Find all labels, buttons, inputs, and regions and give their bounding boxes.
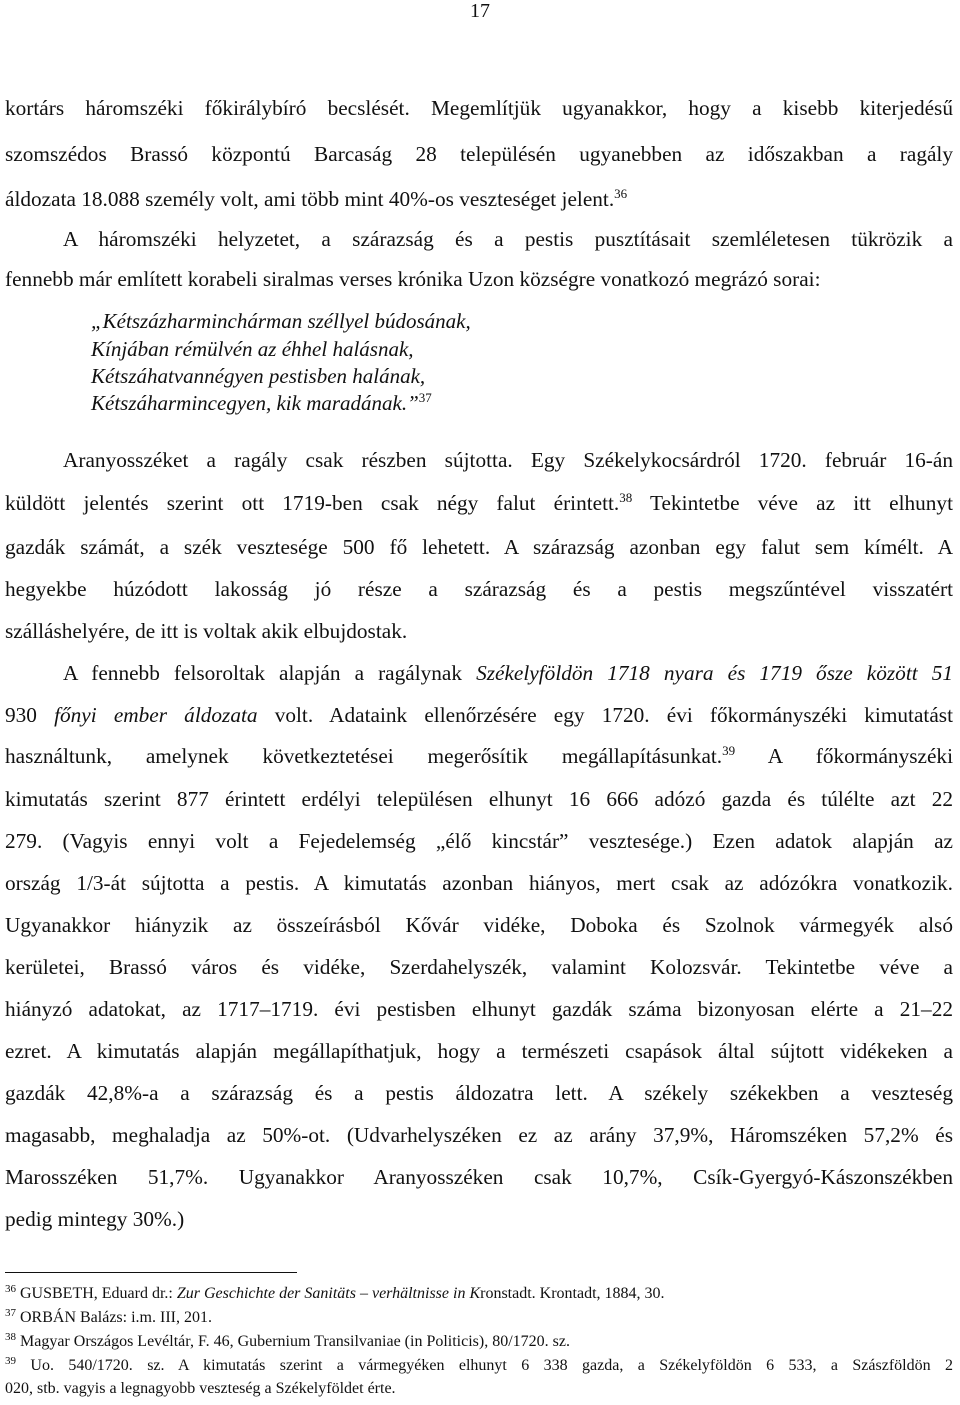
para2-line2: fennebb már említett korabeli siralmas verses krónika Uzon községre vonatkozó megrázó sorai: [5,267,821,291]
footnote-37 [5,1308,953,1327]
footnote-39-text: Uo. 540/1720. sz. A kimutatás szerint a vármegyéken elhunyt 6 338 gazda, a Székelyföldön 6 533, a Szászföldön 2 [30,1357,953,1374]
para4-line3-text: használtunk, amelynek következtetései megerősítik megállapításunkat. [5,744,723,768]
para4-line2-plain2: volt. Adataink ellenőrzésére egy 1720. évi főkormányszéki kimutatást [257,703,953,727]
para3-line2-after: Tekintetbe véve az itt elhunyt [632,491,953,515]
footnote-36-tail: ronstadt. Krontadt, 1884, 30. [480,1285,665,1302]
footnote-39-continued: 020, stb. vagyis a legnagyobb veszteség a Székelyföldet érte. [5,1380,396,1397]
poem-line3: Kétszáhatvannégyen pestisben halának, [91,364,426,388]
para1-line2: szomszédos Brassó központú Barcaság 28 településén ugyanebben az időszakban a ragály [5,142,953,166]
poem-line1: „Kétszázharminchárman széllyel búdosának, [91,309,471,333]
footnote-36-title2: verhältnisse in K [371,1285,481,1302]
footnote-36 [5,1284,953,1303]
footnote-36-number: 36 [5,1283,16,1295]
footnote-divider [5,1272,297,1273]
footnote-38-text: Magyar Országos Levéltár, F. 46, Gubernium Transilvaniae (in Politicis), 80/1720. sz. [20,1333,570,1350]
footnote-36-author: GUSBETH, Eduard dr.: [20,1285,177,1302]
footnote-36-dash: – [355,1285,372,1302]
para1-line3 [5,186,953,212]
para3-line2-text: küldött jelentés szerint ott 1719-ben csak négy falut érintett. [5,491,620,515]
footnote-36-title1: Zur Geschichte der Sanitäts [176,1285,356,1302]
footnote-ref-36: 36 [614,186,628,201]
para4-line6: ország 1/3-át sújtotta a pestis. A kimutatás azonban hiányos, mert csak az adózókra vonatkozik. [5,871,953,895]
para3-line3: gazdák számát, a szék vesztesége 500 fő lehetett. A szárazság azonban egy falut sem kímélt. A [5,535,953,559]
poem-line2: Kínjában rémülvén az éhhel halásnak, [91,337,414,361]
para4-line10: ezret. A kimutatás alapján megállapíthatjuk, hogy a természeti csapások által sújtott vidékeken a [5,1039,953,1063]
para3-line2 [5,490,953,516]
para4-line9: hiányzó adatokat, az 1717–1719. évi pestisben elhunyt gazdák száma bizonyosan elérte a 21–22 [5,997,953,1021]
para4-line2-italic: főnyi ember áldozata [54,703,258,727]
para4-line3-after: A főkormányszéki [735,744,953,768]
footnote-37-number: 37 [5,1307,16,1319]
footnote-ref-39: 39 [722,743,736,758]
para4-line7: Ugyanakkor hiányzik az összeírásból Kővár vidéke, Doboka és Szolnok vármegyék alsó [5,913,953,937]
footnote-39 [5,1356,953,1375]
footnote-38 [5,1332,953,1351]
para4-line1-plain: A fennebb felsoroltak alapján a ragálynak [63,661,477,685]
para4-line13: Marosszéken 51,7%. Ugyanakkor Aranyosszéken csak 10,7%, Csík-Gyergyó-Kászonszékben [5,1165,953,1189]
para3-line5: szálláshelyére, de itt is voltak akik elbujdostak. [5,619,408,643]
para4-line11: gazdák 42,8%-a a szárazság és a pestis áldozatra lett. A székely székekben a veszteség [5,1081,953,1105]
para4-line3 [5,743,953,769]
para4-line1-italic: Székelyföldön 1718 nyara és 1719 ősze között 51 [476,661,954,685]
para3-line1: Aranyosszéket a ragály csak részben sújtotta. Egy Székelykocsárdról 1720. február 16-án [63,448,953,472]
footnote-38-number: 38 [5,1331,16,1343]
poem-line4-text: Kétszáharmincegyen, kik maradának.” [91,391,419,415]
footnote-39-number: 39 [5,1355,16,1367]
para4-line5: 279. (Vagyis ennyi volt a Fejedelemség „élő kincstár” vesztesége.) Ezen adatok alapján az [5,829,953,853]
para4-line8: kerületei, Brassó város és vidéke, Szerdahelyszék, valamint Kolozsvár. Tekintetbe véve a [5,955,953,979]
para4-line14: pedig mintegy 30%.) [5,1207,185,1231]
footnote-ref-38: 38 [619,490,633,505]
para4-line4: kimutatás szerint 877 érintett erdélyi településen elhunyt 16 666 adózó gazda és túlélte azt 22 [5,787,953,811]
poem-line4 [91,391,432,415]
para1-line3-text: áldozata 18.088 személy volt, ami több mint 40%-os veszteséget jelent. [5,187,615,211]
para4-line2-plain1: 930 [5,703,55,727]
para4-line1 [63,660,953,686]
para3-line4: hegyekbe húzódott lakosság jó része a szárazság és a pestis megszűntével visszatért [5,577,953,601]
para1-line1: kortárs háromszéki főkirálybíró becslését. Megemlítjük ugyanakkor, hogy a kisebb kiterjedésű [5,96,953,120]
para2-line1: A háromszéki helyzetet, a szárazság és a pestis pusztításait szemléletesen tükrözik a [63,227,953,251]
para4-line12: magasabb, meghaladja az 50%-ot. (Udvarhelyszéken ez az arány 37,9%, Háromszéken 57,2% és [5,1123,953,1147]
footnote-37-text: ORBÁN Balázs: i.m. III, 201. [20,1309,212,1326]
para4-line2 [5,702,953,728]
footnote-ref-37: 37 [418,390,432,405]
page-number: 17 [470,0,490,22]
